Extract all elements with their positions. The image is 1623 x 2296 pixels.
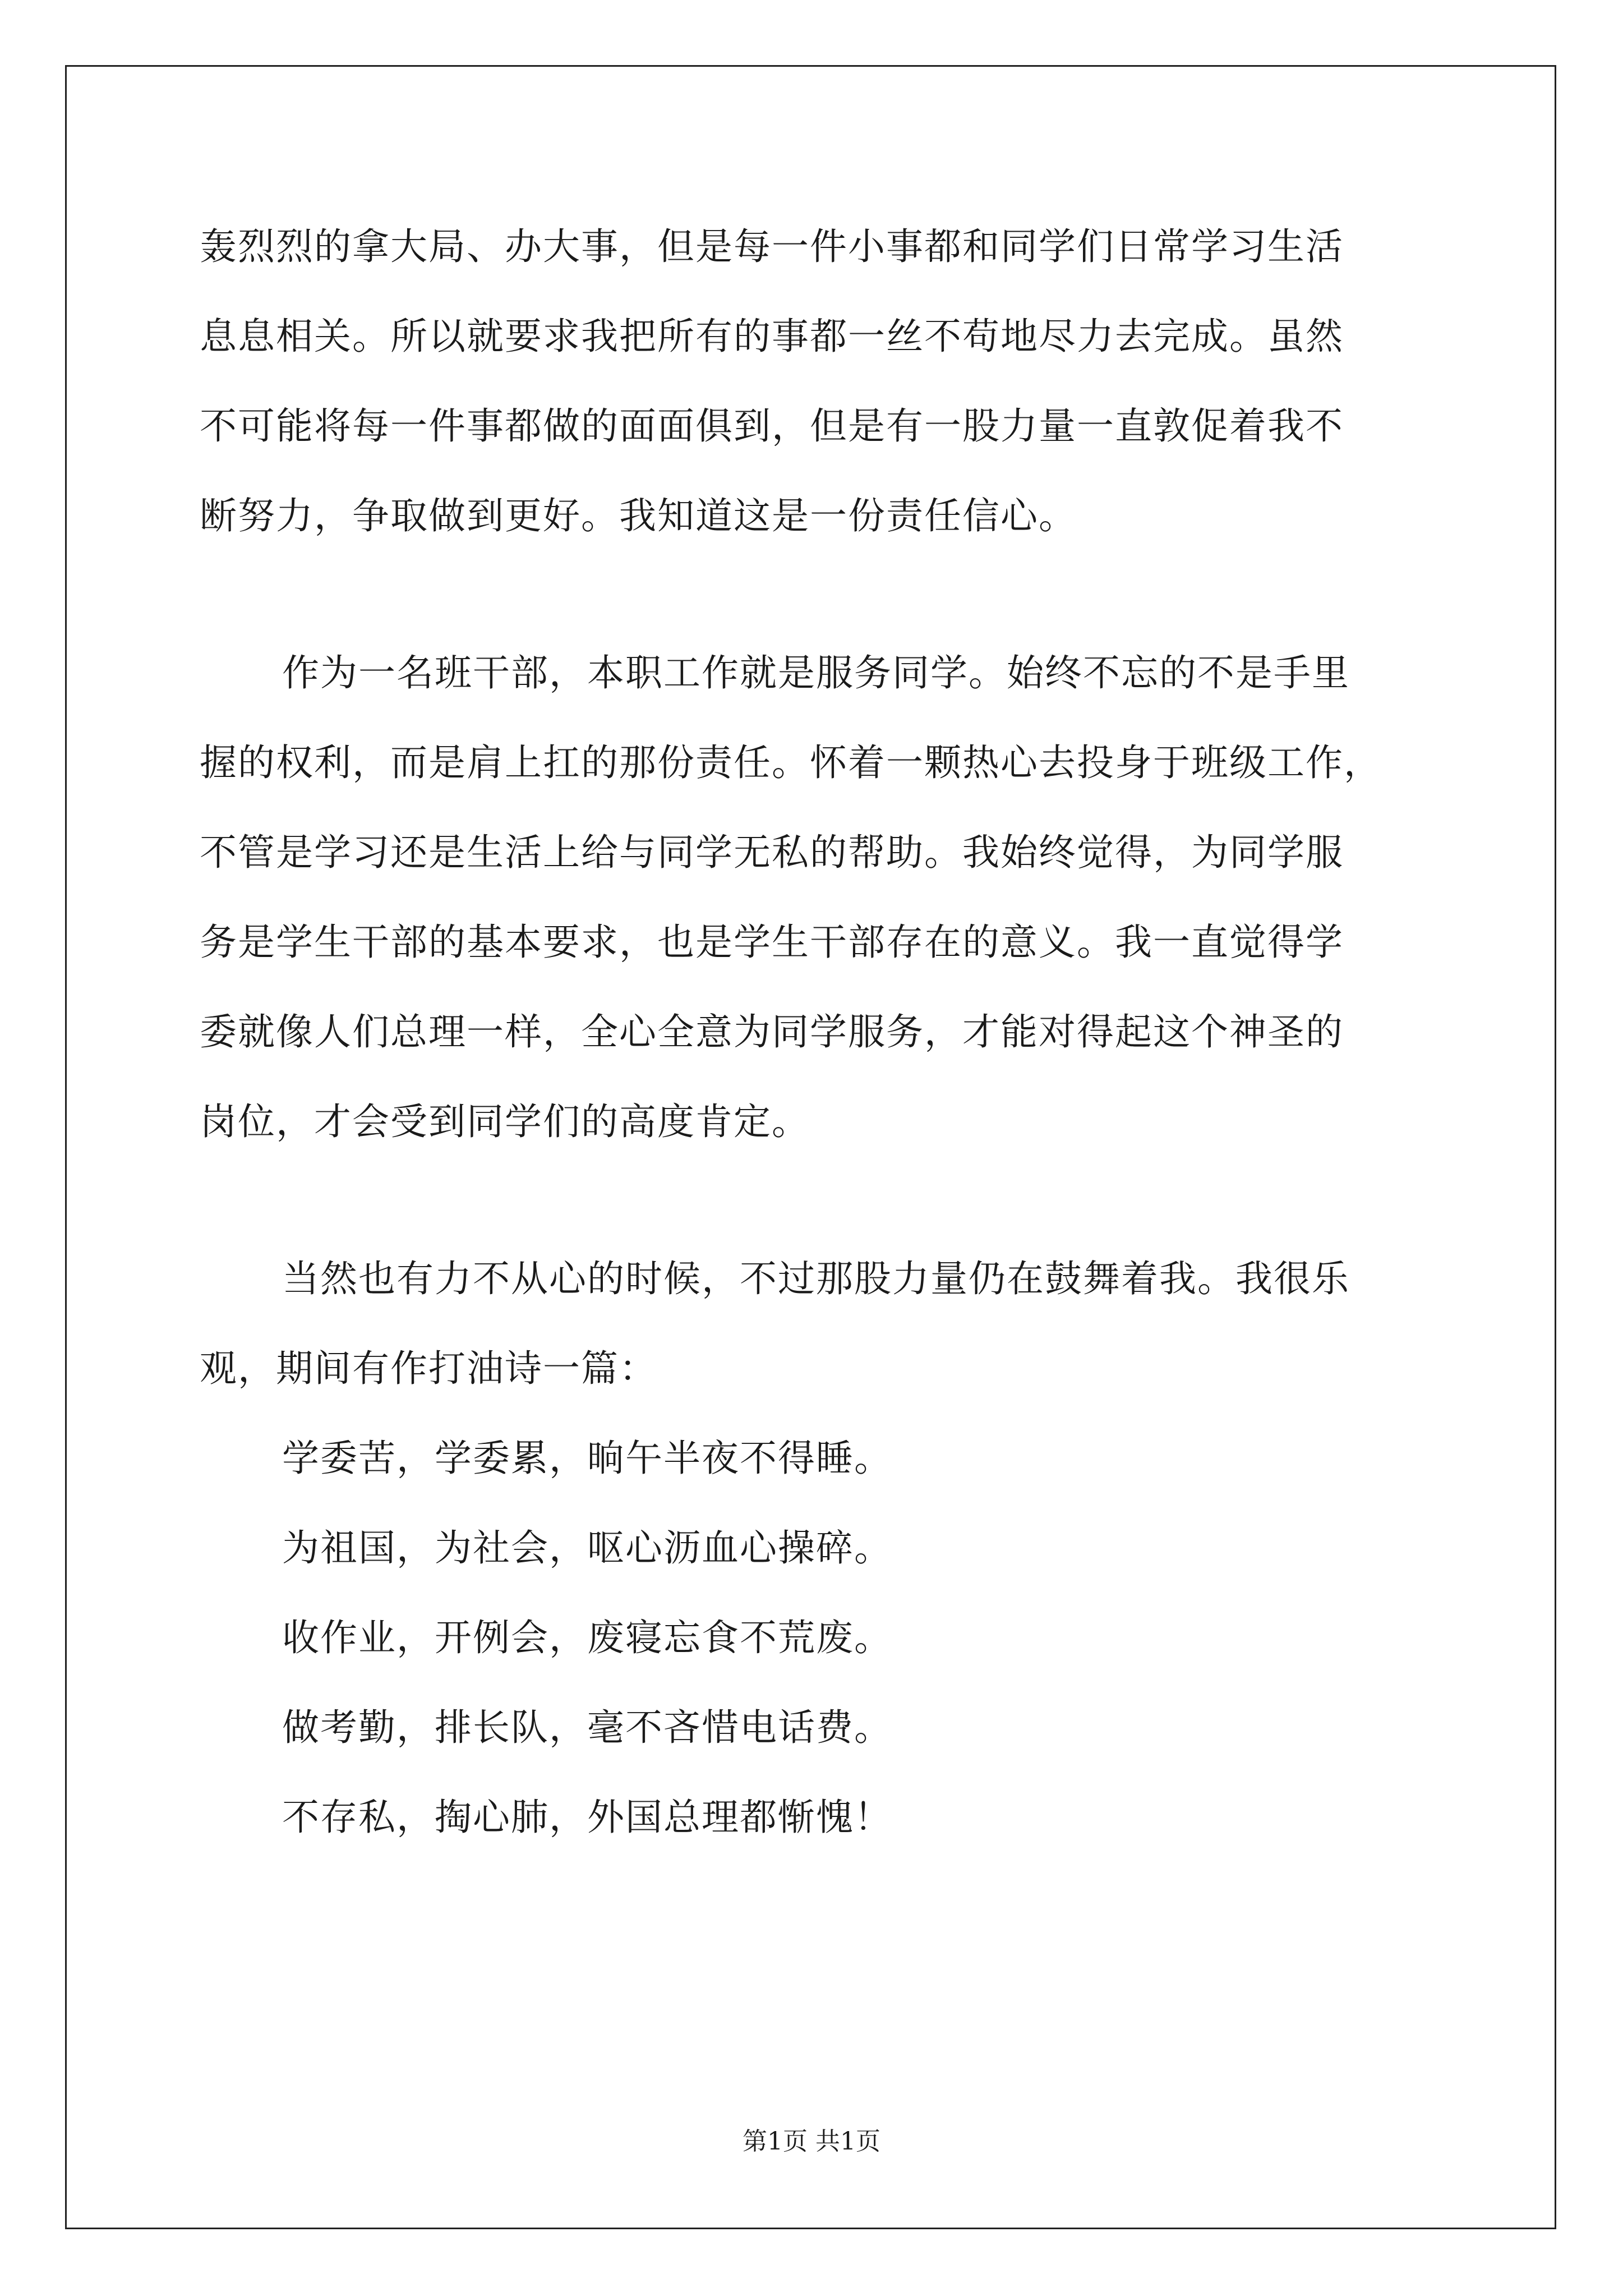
text-line: 作为一名班干部，本职工作就是服务同学。始终不忘的不是手里 (282, 651, 1350, 694)
text-line: 息息相关。所以就要求我把所有的事都一丝不苟地尽力去完成。虽然 (200, 315, 1344, 358)
text-line: 收作业，开例会，废寝忘食不荒废。 (282, 1616, 892, 1659)
page-border (65, 65, 1556, 2229)
text-line: 观，期间有作打油诗一篇： (200, 1347, 657, 1390)
text-line: 握的权利，而是肩上扛的那份责任。怀着一颗热心去投身于班级工作， (200, 741, 1382, 784)
text-line: 为祖国，为社会，呕心沥血心操碎。 (282, 1526, 892, 1570)
text-line: 做考勤，排长队，毫不吝惜电话费。 (282, 1706, 892, 1749)
text-line: 不可能将每一件事都做的面面俱到，但是有一股力量一直敦促着我不 (200, 404, 1344, 448)
text-line: 不存私，掏心肺，外国总理都惭愧！ (282, 1796, 892, 1839)
text-line: 岗位，才会受到同学们的高度肯定。 (200, 1100, 810, 1143)
text-line: 务是学生干部的基本要求，也是学生干部存在的意义。我一直觉得学 (200, 921, 1344, 964)
text-line: 断努力，争取做到更好。我知道这是一份责任信心。 (200, 494, 1077, 537)
text-line: 当然也有力不从心的时候，不过那股力量仍在鼓舞着我。我很乐 (282, 1257, 1350, 1300)
text-line: 学委苦，学委累，晌午半夜不得睡。 (282, 1437, 892, 1480)
text-line: 委就像人们总理一样，全心全意为同学服务，才能对得起这个神圣的 (200, 1010, 1344, 1053)
text-line: 不管是学习还是生活上给与同学无私的帮助。我始终觉得，为同学服 (200, 831, 1344, 874)
page-footer: 第1页 共1页 (743, 2127, 880, 2156)
text-line: 轰烈烈的拿大局、办大事，但是每一件小事都和同学们日常学习生活 (200, 225, 1344, 268)
